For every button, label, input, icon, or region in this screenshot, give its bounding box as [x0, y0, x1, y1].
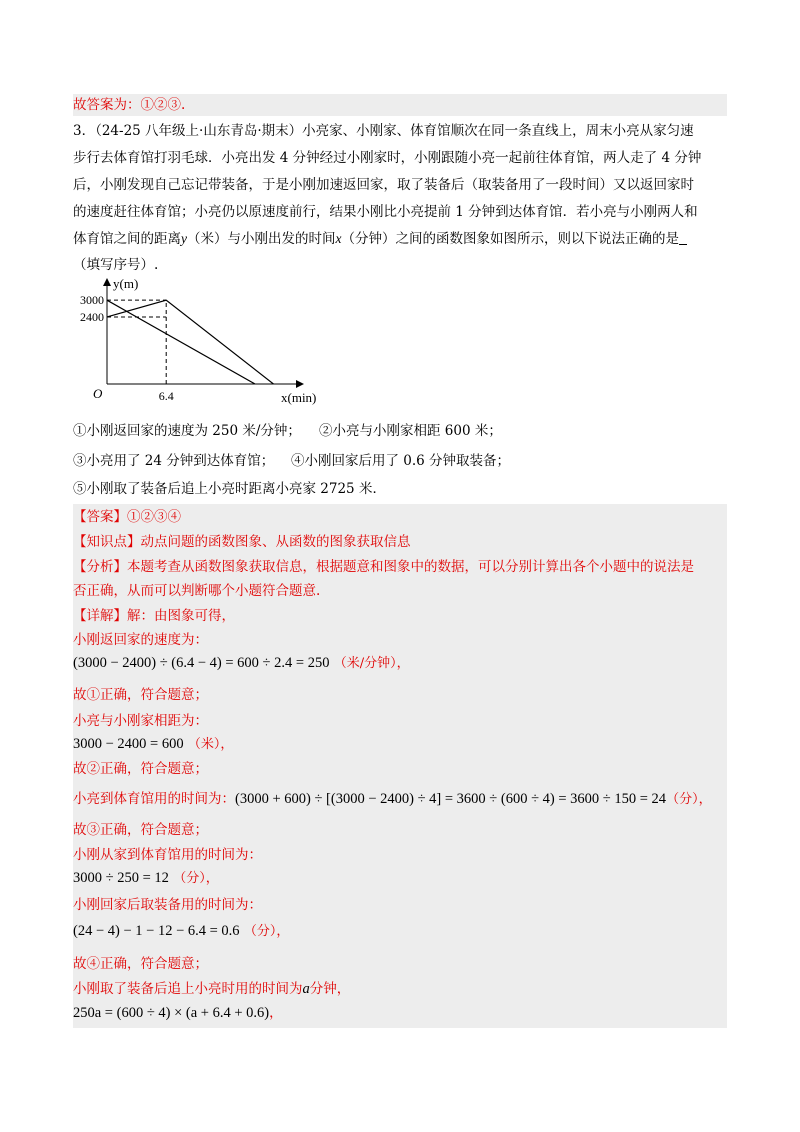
knowledge-value: 动点问题的函数图象、从函数的图象获取信息	[140, 534, 411, 550]
unit: （分），	[173, 871, 219, 886]
answer-label: 【答案】	[73, 509, 127, 525]
question-line-1: 3．（24-25 八年级上·山东青岛·期末）小亮家、小刚家、体育馆顺次在同一条直线上，周末小亮从家匀速	[73, 123, 694, 139]
analysis-label: 【分析】	[73, 559, 127, 575]
step-3	[73, 788, 727, 811]
series-line-2	[107, 300, 255, 384]
variable-x: x	[335, 231, 342, 246]
x-axis-label: x(min)	[281, 390, 317, 405]
equation: 3000 − 2400 = 600	[73, 736, 184, 752]
origin-label: O	[93, 386, 103, 401]
function-graph	[72, 272, 332, 407]
step-6-text: 分钟，	[309, 981, 351, 997]
question-line-2: 步行去体育馆打羽毛球．小亮出发 4 分钟经过小刚家时，小刚跟随小亮一起前往体育馆，两人走了 4 分钟	[73, 150, 702, 166]
knowledge-point	[73, 531, 727, 553]
unit: （分），	[666, 792, 712, 807]
step-2-title: 小亮与小刚家相距为：	[73, 713, 208, 729]
previous-answer: 故答案为：①②③.	[73, 94, 727, 116]
equation: (24 − 4) − 1 − 12 − 6.4 = 0.6	[73, 923, 240, 939]
series-line-1	[107, 300, 274, 384]
step-3-title: 小亮到体育馆用的时间为：	[73, 791, 235, 807]
y-tick-label: 3000	[80, 293, 104, 308]
question-text: （米）与小刚出发的时间	[187, 231, 336, 247]
variable-y: y	[181, 231, 187, 246]
option-3: ③小亮用了 24 分钟到达体育馆；	[73, 453, 275, 469]
step-6-text: 小刚取了装备后追上小亮时用的时间为	[73, 981, 303, 997]
step-4-title: 小刚从家到体育馆用的时间为：	[73, 847, 262, 863]
option-2: ②小亮与小刚家相距 600 米；	[319, 423, 502, 439]
equation: (3000 + 600) ÷ [(3000 − 2400) ÷ 4] = 3600 ÷ (600 ÷ 4) = 3600 ÷ 150 = 24	[235, 791, 667, 807]
detail-text: 解：由图象可得，	[127, 608, 235, 624]
analysis-line-1	[73, 556, 727, 578]
step-2-equation	[73, 733, 727, 756]
conclusion-1: 故①正确，符合题意；	[73, 687, 208, 703]
detail-label: 【详解】	[73, 608, 127, 624]
equation: 3000 ÷ 250 = 12	[73, 870, 169, 886]
options-row-2	[73, 450, 727, 472]
unit: （米/分钟），	[333, 656, 410, 671]
step-5-title: 小刚回家后取装备用的时间为：	[73, 897, 262, 913]
analysis-text: 本题考查从函数图象获取信息，根据题意和图象中的数据，可以分别计算出各个小题中的说法是	[127, 559, 694, 575]
answer-value: ①②③④	[127, 509, 181, 525]
step-4-equation	[73, 867, 727, 890]
unit: （米），	[187, 737, 234, 752]
detail-line	[73, 605, 727, 627]
step-1-title: 小刚返回家的速度为：	[73, 632, 208, 648]
answer-blank[interactable]	[679, 230, 687, 245]
equation: (3000 − 2400) ÷ (6.4 − 4) = 600 ÷ 2.4 = 250	[73, 655, 330, 671]
option-4: ④小刚回家后用了 0.6 分钟取装备；	[291, 453, 511, 469]
options-row-1	[73, 420, 727, 442]
analysis-line-2: 否正确，从而可以判断哪个小题符合题意.	[73, 583, 321, 599]
step-5-equation	[73, 920, 727, 943]
step-6-equation	[73, 1002, 727, 1024]
question-line-5	[73, 228, 727, 250]
end-punct: ，	[269, 1005, 283, 1021]
y-axis-label: y(m)	[113, 276, 139, 291]
answer-line	[73, 506, 727, 528]
question-line-4: 的速度赶往体育馆；小亮仍以原速度前行，结果小刚比小亮提前 1 分钟到达体育馆．若小亮与小刚两人和	[73, 204, 698, 220]
unit: （分），	[243, 924, 290, 939]
variable-a: a	[302, 981, 310, 997]
knowledge-label: 【知识点】	[73, 534, 141, 550]
y-tick-label: 2400	[80, 309, 104, 324]
step-1-equation	[73, 652, 727, 675]
option-5: ⑤小刚取了装备后追上小亮时距离小亮家 2725 米．	[73, 481, 386, 497]
question-line-6: （填写序号）.	[73, 257, 159, 273]
x-tick-label: 6.4	[158, 389, 174, 403]
conclusion-2: 故②正确，符合题意；	[73, 761, 208, 777]
equation: 250a = (600 ÷ 4) × (a + 6.4 + 0.6)	[73, 1005, 270, 1021]
question-text: 体育馆之间的距离	[73, 231, 181, 247]
conclusion-4: 故④正确，符合题意；	[73, 956, 208, 972]
question-line-3: 后，小刚发现自己忘记带装备，于是小刚加速返回家，取了装备后（取装备用了一段时间）又以返回家时	[73, 177, 694, 193]
question-text: （分钟）之间的函数图象如图所示，则以下说法正确的是	[341, 231, 679, 247]
option-1: ①小刚返回家的速度为 250 米/分钟；	[73, 423, 301, 439]
step-6-title	[73, 978, 727, 1000]
conclusion-3: 故③正确，符合题意；	[73, 822, 208, 838]
